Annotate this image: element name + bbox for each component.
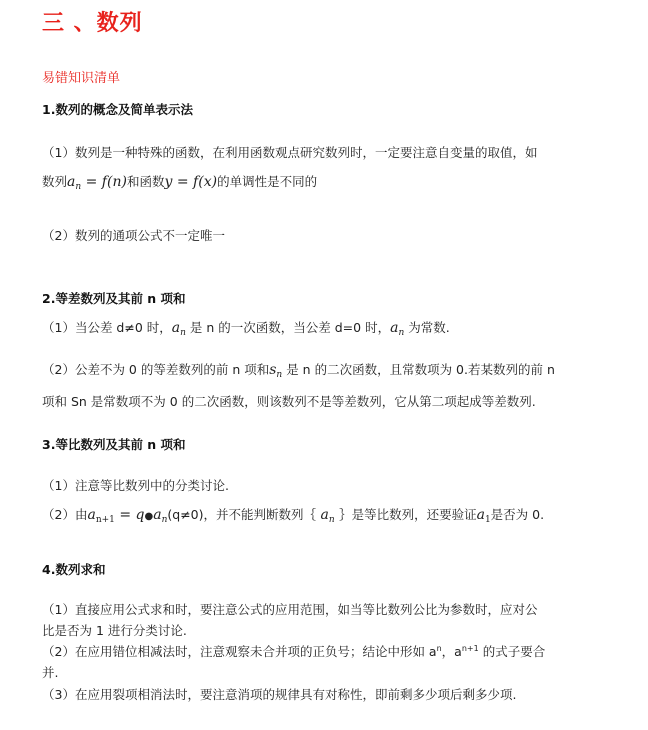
topic2-item1 <box>42 318 450 338</box>
text-segment: 为常数. <box>408 320 450 335</box>
topic4-item1-line1: （1）直接应用公式求和时，要注意公式的应用范围，如当等比数列公比为参数时，应对公 <box>42 602 538 617</box>
text-segment: (q≠0)，并不能判断数列｛ <box>167 507 317 522</box>
formula-an: $a_n$ <box>316 507 335 525</box>
text-segment: 是 n 的一次函数，当公差 d=0 时， <box>189 320 391 335</box>
superscript: n+1 <box>461 644 479 653</box>
text-segment: （2）由 <box>42 507 88 522</box>
topic3-item2 <box>42 505 544 525</box>
formula-recurrence: $a_{n+1}$ = $q●a_n$ <box>87 507 168 525</box>
formula-an: $a_n$ <box>171 320 186 338</box>
section-subtitle: 易错知识清单 <box>42 71 121 86</box>
text-segment: 的式子要合 <box>478 644 546 659</box>
topic2-item2-line1 <box>42 360 555 380</box>
topic4-heading: 4.数列求和 <box>42 562 106 577</box>
topic4-item3: （3）在应用裂项相消法时，要注意消项的规律具有对称性，即前剩多少项后剩多少项. <box>42 687 517 702</box>
topic1-item1-line2 <box>42 172 317 192</box>
topic4-item1-line2: 比是否为 1 进行分类讨论. <box>42 623 187 638</box>
topic4-item2-line2: 并. <box>42 665 59 680</box>
text-segment: 是 n 的二次函数，且常数项为 0.若某数列的前 n <box>286 362 555 377</box>
superscript: n <box>436 644 442 653</box>
topic1-item2: （2）数列的通项公式不一定唯一 <box>42 228 225 243</box>
text-segment: （2）在应用错位相减法时，注意观察未合并项的正负号；结论中形如 a <box>42 644 437 659</box>
topic1-item1-line1: （1）数列是一种特殊的函数，在利用函数观点研究数列时，一定要注意自变量的取值，如 <box>42 145 538 160</box>
topic2-heading: 2.等差数列及其前 n 项和 <box>42 291 186 306</box>
text-segment: ，a <box>441 644 462 659</box>
topic4-item2-line1 <box>42 642 545 660</box>
topic3-heading: 3.等比数列及其前 n 项和 <box>42 437 186 452</box>
topic1-heading: 1.数列的概念及简单表示法 <box>42 102 193 117</box>
formula-an-fn: $a_n = f(n)$ <box>67 174 127 192</box>
formula-y-fx: y = f(x) <box>164 174 218 190</box>
section-title: 三 、数列 <box>42 11 143 36</box>
text-segment: 数列 <box>42 174 68 189</box>
text-segment: 的单调性是不同的 <box>217 174 318 189</box>
topic3-item1: （1）注意等比数列中的分类讨论. <box>42 478 229 493</box>
formula-a1: $a_1$ <box>476 507 491 525</box>
text-segment: （2）公差不为 0 的等差数列的前 n 项和 <box>42 362 270 377</box>
formula-an: $a_n$ <box>390 320 405 338</box>
topic2-item2-line2: 项和 Sn 是常数项不为 0 的二次函数，则该数列不是等差数列，它从第二项起成等差数列. <box>42 394 536 409</box>
text-segment: 和函数 <box>126 174 165 189</box>
text-segment: 是否为 0. <box>490 507 545 522</box>
text-segment: （1）当公差 d≠0 时， <box>42 320 172 335</box>
text-segment: ｝是等比数列，还要验证 <box>339 507 477 522</box>
formula-sn: $s_n$ <box>269 362 283 380</box>
